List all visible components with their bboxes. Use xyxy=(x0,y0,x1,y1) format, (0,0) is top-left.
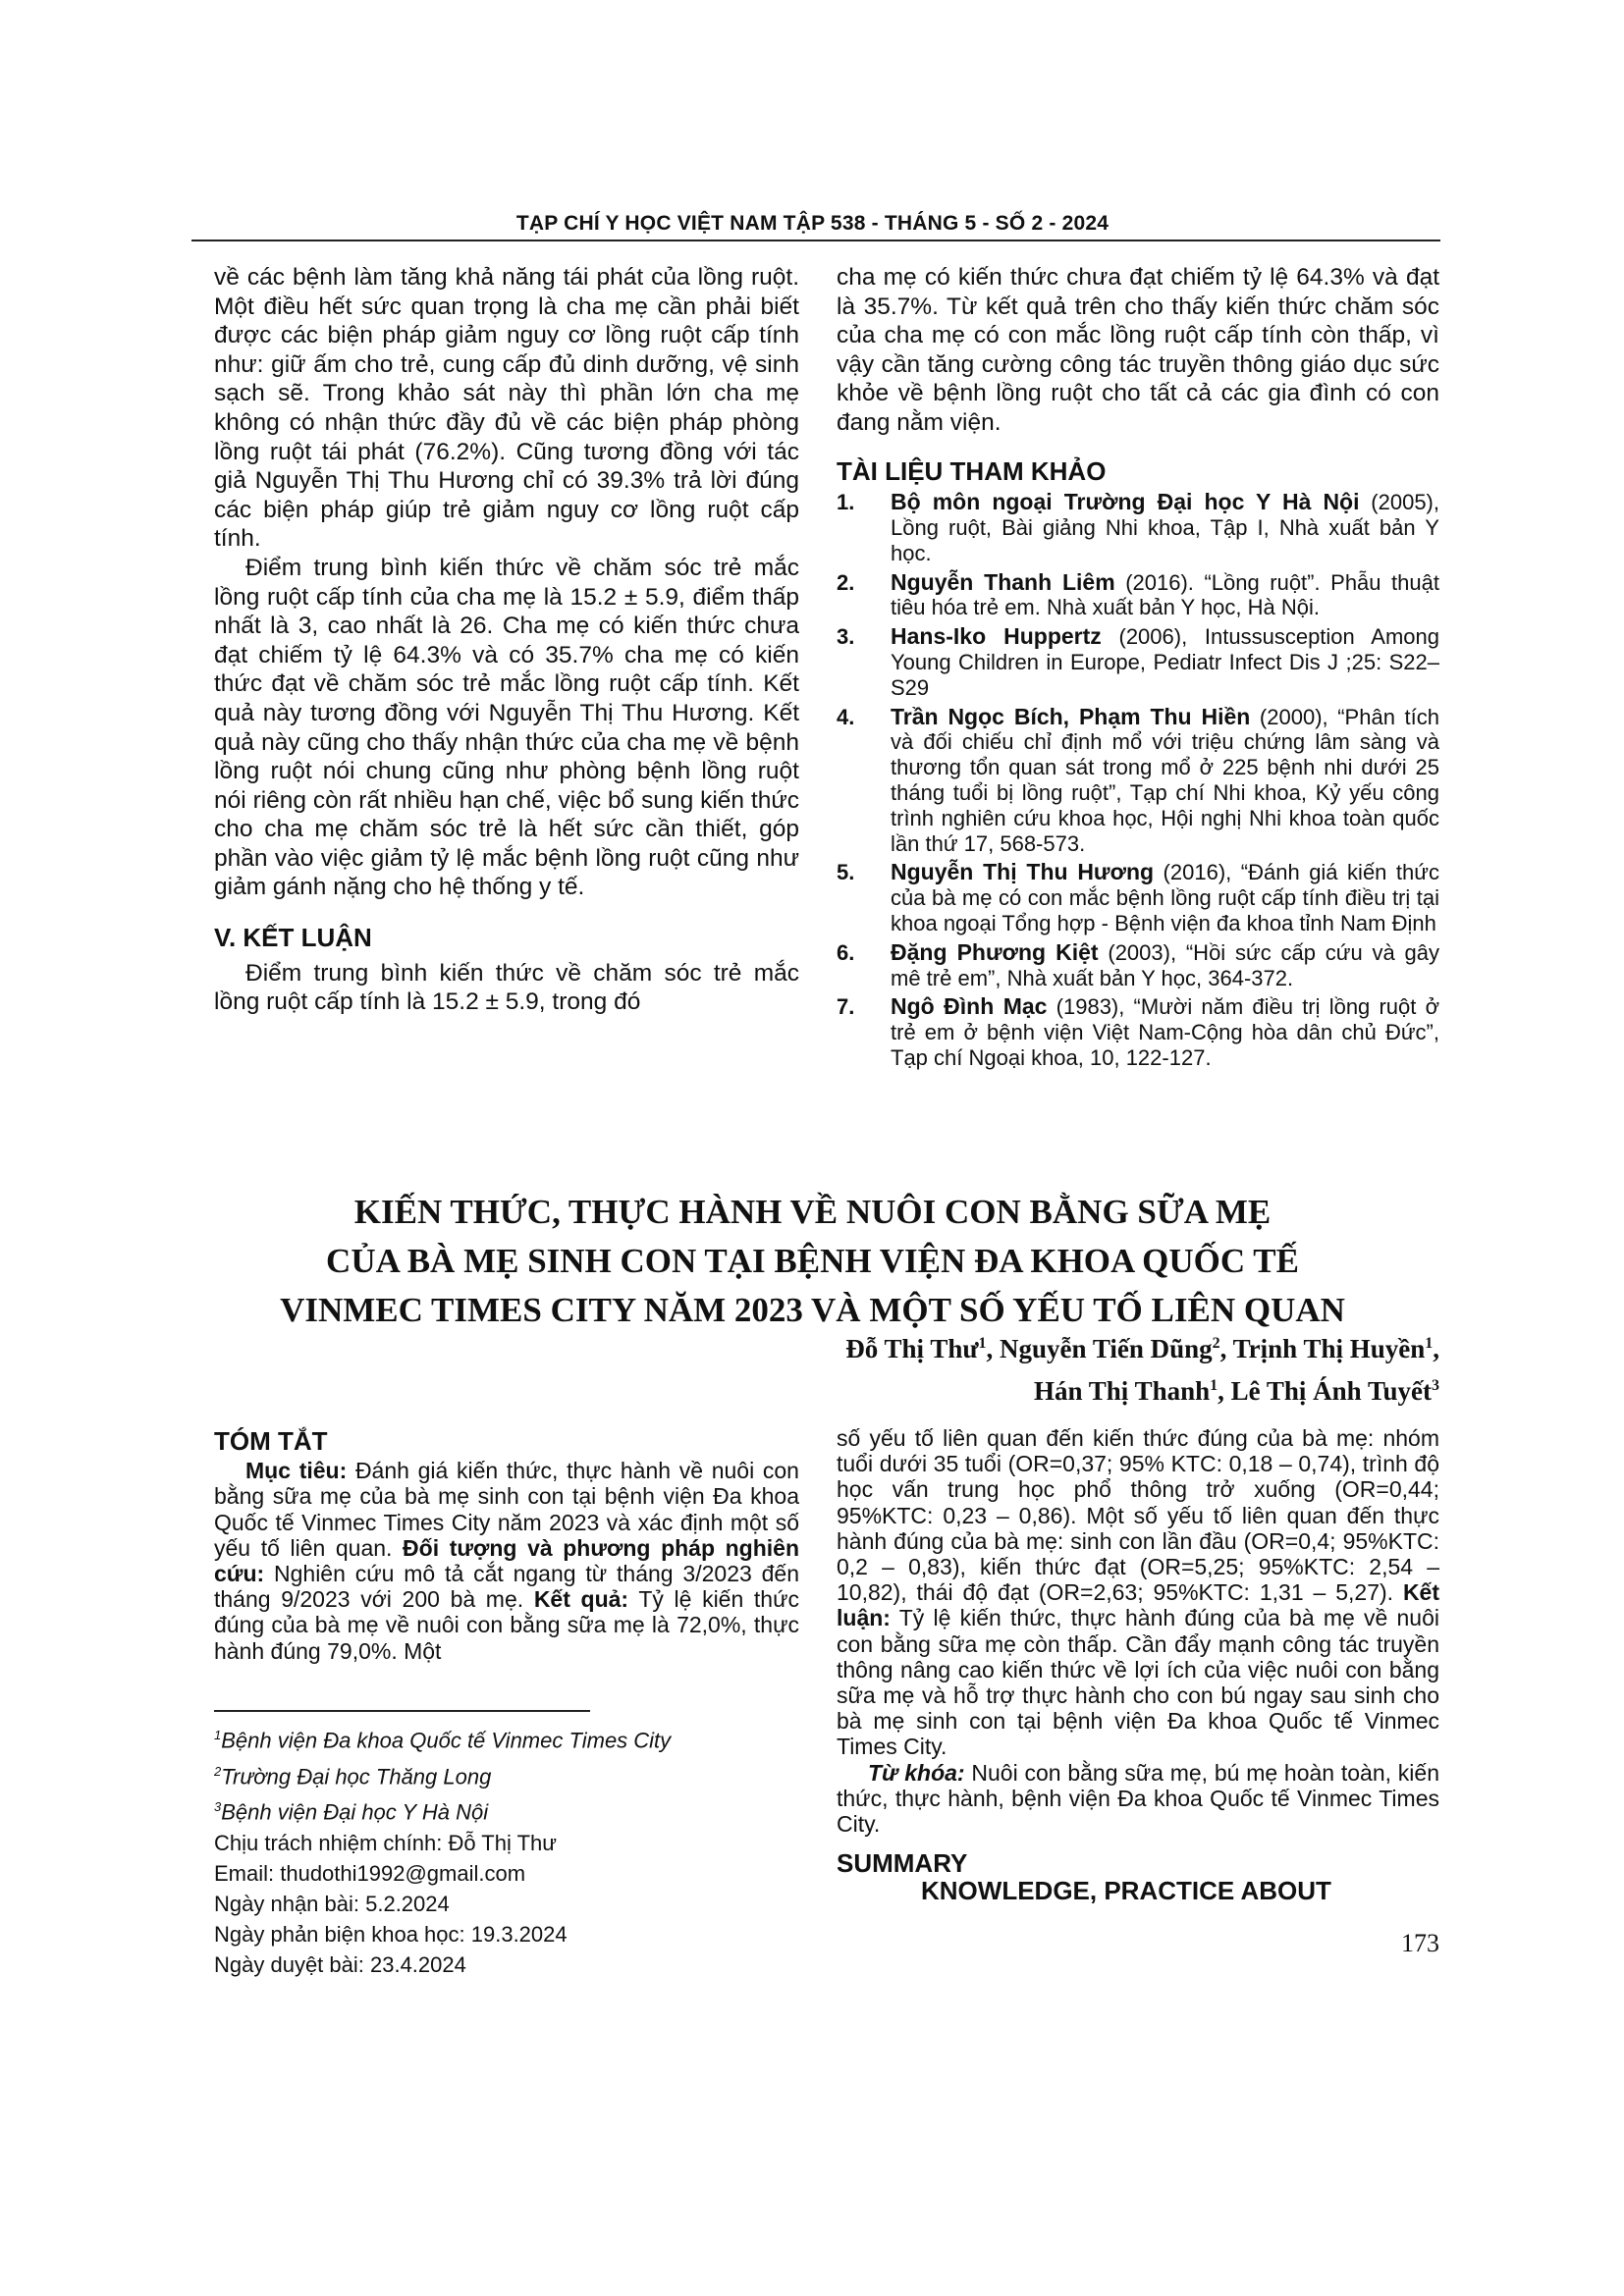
abstract-left-column xyxy=(214,1428,799,1664)
author-line xyxy=(845,1325,1439,1367)
reference-author: Nguyễn Thanh Liêm xyxy=(891,568,1115,595)
reference-number: 3. xyxy=(837,624,855,650)
right-column xyxy=(837,263,1439,1075)
reference-item xyxy=(837,860,1439,935)
author-affiliation: 1 xyxy=(1425,1335,1434,1352)
reference-text: (2006), Intussusception Among Young Children in Europe, Pediatr Infect Dis J ;25: S22–S29 xyxy=(891,624,1439,700)
methods-label: Đối tượng và phương pháp nghiên cứu: xyxy=(214,1534,799,1587)
author-line xyxy=(845,1367,1439,1410)
author-name: Đỗ Thị Thư xyxy=(845,1334,979,1363)
body-paragraph: Điểm trung bình kiến thức về chăm sóc trẻ mắc lồng ruột cấp tính của cha mẹ là 15.2 ± 5.9, điểm thấp nhất là 3, cao nhất là 26. Cha mẹ có kiến thức chưa đạt chiếm tỷ lệ 64.3% và có 35.7% cha mẹ có kiến thức đạt về chăm sóc trẻ mắc lồng ruột cấp tính. Kết quả này tương đồng với Nguyễn Thị Thu Hương. Kết quả này cũng cho thấy nhận thức của cha mẹ về bệnh lồng ruột nói chung cũng như phòng bệnh lồng ruột nói riêng còn rất nhiều hạn chế, việc bổ sung kiến thức cho cha mẹ chăm sóc trẻ là hết sức cần thiết, góp phần vào việc giảm tỷ lệ mắc bệnh lồng ruột cũng như giảm gánh nặng cho hệ thống y tế. xyxy=(214,554,799,901)
email: Email: thudothi1992@gmail.com xyxy=(214,1860,526,1886)
footnote-rule xyxy=(214,1710,590,1712)
running-header: TẠP CHÍ Y HỌC VIỆT NAM TẬP 538 - THÁNG 5 - SỐ 2 - 2024 xyxy=(515,212,1110,235)
reference-author: Ngô Đình Mạc xyxy=(891,993,1048,1020)
reference-text: (2016), “Đánh giá kiến thức của bà mẹ có con mắc bệnh lồng ruột cấp tính điều trị tại khoa ngoại Tổng hợp - Bệnh viện đa khoa tỉnh Nam Định xyxy=(891,860,1439,935)
author-name: Hán Thị Thanh xyxy=(1034,1376,1211,1406)
affiliation-note: $^1$Bệnh viện Đa khoa Quốc tế Vinmec Times City xyxy=(214,1728,672,1753)
summary-heading: SUMMARY xyxy=(837,1848,968,1879)
article-title-line: CỦA BÀ MẸ SINH CON TẠI BỆNH VIỆN ĐA KHOA QUỐC TẾ xyxy=(326,1242,1299,1280)
references-heading: TÀI LIỆU THAM KHẢO xyxy=(837,455,1107,486)
reference-item xyxy=(837,994,1439,1070)
abstract-heading: TÓM TẮT xyxy=(214,1426,328,1456)
keywords-label: Từ khóa: xyxy=(868,1759,965,1786)
reference-number: 7. xyxy=(837,994,855,1020)
author-separator: , xyxy=(1219,1334,1233,1363)
abstract-paragraph xyxy=(837,1425,1439,1760)
reviewed-date: Ngày phản biện khoa học: 19.3.2024 xyxy=(214,1922,568,1948)
affiliation-note: $^3$Bệnh viện Đại học Y Hà Nội xyxy=(214,1799,489,1825)
author-separator: , xyxy=(986,1334,1001,1363)
reference-item xyxy=(837,490,1439,565)
reference-text: (2005), Lồng ruột, Bài giảng Nhi khoa, Tập I, Nhà xuất bản Y học. xyxy=(891,490,1439,565)
conclusion-text: Tỷ lệ kiến thức, thực hành đúng của bà mẹ về nuôi con bằng sữa mẹ còn thấp. Cần đẩy mạnh công tác truyền thông nâng cao kiến thức về lợi ích của việc nuôi con bằng sữa mẹ và hỗ trợ thực hành cho con bú ngay sau sinh cho bà mẹ sinh con tại bệnh viện Đa khoa Quốc tế Vinmec Times City. xyxy=(837,1605,1439,1760)
footnotes xyxy=(214,1720,799,1981)
author-name: Trịnh Thị Huyền xyxy=(1232,1334,1426,1363)
body-paragraph: về các bệnh làm tăng khả năng tái phát của lồng ruột. Một điều hết sức quan trọng là cha mẹ cần phải biết được các biện pháp giảm nguy cơ lồng ruột cấp tính như: giữ ấm cho trẻ, cung cấp đủ dinh dưỡng, vệ sinh sạch sẽ. Trong khảo sát này thì phần lớn cha mẹ không có nhận thức đầy đủ về các biện pháp phòng lồng ruột tái phát (76.2%). Cũng tương đồng với tác giả Nguyễn Thị Thu Hương chỉ có 39.3% trả lời đúng các biện pháp giúp trẻ giảm nguy cơ lồng ruột cấp tính. xyxy=(214,264,799,553)
header-rule xyxy=(191,240,1440,241)
reference-item xyxy=(837,624,1439,700)
section-heading-conclusion: V. KẾT LUẬN xyxy=(214,923,372,953)
article-title-line: KIẾN THỨC, THỰC HÀNH VỀ NUÔI CON BẰNG SỮA MẸ xyxy=(353,1193,1272,1231)
accepted-date: Ngày duyệt bài: 23.4.2024 xyxy=(214,1952,466,1978)
objective-text: Đánh giá kiến thức, thực hành về nuôi con bằng sữa mẹ của bà mẹ sinh con tại bệnh viện Đa khoa Quốc tế Vinmec Times City năm 2023 và xác định một số yếu tố liên quan. xyxy=(214,1458,799,1561)
objective-label: Mục tiêu: xyxy=(245,1458,348,1484)
keywords-paragraph xyxy=(837,1760,1439,1838)
author-separator: , xyxy=(1433,1334,1439,1363)
reference-text: (2016). “Lồng ruột”. Phẫu thuật tiêu hóa trẻ em. Nhà xuất bản Y học, Hà Nội. xyxy=(891,569,1439,620)
author-list xyxy=(845,1325,1439,1410)
conclusion-label: Kết luận: xyxy=(837,1579,1439,1631)
reference-number: 5. xyxy=(837,860,855,885)
abstract-paragraph xyxy=(214,1458,799,1664)
body-paragraph: Điểm trung bình kiến thức về chăm sóc trẻ mắc lồng ruột cấp tính là 15.2 ± 5.9, trong đó xyxy=(214,959,799,1016)
reference-text: (1983), “Mười năm điều trị lồng ruột ở trẻ em ở bệnh viện Việt Nam-Cộng hòa dân chủ Đức”, Tạp chí Ngoại khoa, 10, 122-127. xyxy=(891,994,1439,1070)
reference-author: Đặng Phương Kiệt xyxy=(891,938,1099,965)
reference-author: Nguyễn Thị Thu Hương xyxy=(891,859,1155,885)
author-affiliation: 1 xyxy=(1210,1377,1218,1394)
reference-list xyxy=(837,490,1439,1071)
results-text: số yếu tố liên quan đến kiến thức đúng của bà mẹ: nhóm tuổi dưới 35 tuổi (OR=0,37; 95% KTC: 0,18 – 0,74), trình độ học vấn trung học phổ thông trở xuống (OR=0,44; 95%KTC: 0,23 – 0,86). Một số yếu tố liên quan đến thực hành đúng của bà mẹ: sinh con lần đầu (OR=0,4; 95%KTC: 0,2 – 0,83), kiến thức đạt (OR=5,25; 95%KTC: 2,54 – 10,82), thái độ đạt (OR=2,63; 95%KTC: 1,31 – 5,27). xyxy=(837,1425,1439,1606)
author-affiliation: 3 xyxy=(1432,1377,1439,1394)
reference-author: Hans-Iko Huppertz xyxy=(891,623,1102,650)
left-column xyxy=(214,263,799,1017)
keywords-text: Nuôi con bằng sữa mẹ, bú mẹ hoàn toàn, kiến thức, thực hành, bệnh viện Đa khoa Quốc tế Vinmec Times City. xyxy=(837,1759,1440,1838)
reference-item xyxy=(837,940,1439,991)
reference-text: (2000), “Phân tích và đối chiếu chỉ định mổ với triệu chứng lâm sàng và thương tổn quan sát trong mổ ở 225 bệnh nhi dưới 25 tháng tuổi bị lồng ruột”, Tạp chí Nhi khoa, Kỷ yếu công trình nghiên cứu khoa học, Hội nghị Nhi khoa toàn quốc lần thứ 17, 568-573. xyxy=(891,704,1440,856)
reference-number: 1. xyxy=(837,490,855,515)
reference-number: 4. xyxy=(837,704,855,729)
methods-text: Nghiên cứu mô tả cắt ngang từ tháng 3/2023 đến tháng 9/2023 với 200 bà mẹ. xyxy=(214,1561,799,1613)
affiliation-note: $^2$Trường Đại học Thăng Long xyxy=(214,1763,492,1789)
results-text: Tỷ lệ kiến thức đúng của bà mẹ về nuôi con bằng sữa mẹ là 72,0%, thực hành đúng 79,0%. Một xyxy=(214,1586,799,1664)
author-name: Lê Thị Ánh Tuyết xyxy=(1230,1376,1432,1406)
reference-text: (2003), “Hồi sức cấp cứu và gây mê trẻ em”, Nhà xuất bản Y học, 364-372. xyxy=(891,939,1439,990)
author-affiliation: 2 xyxy=(1212,1335,1220,1352)
reference-author: Trần Ngọc Bích, Phạm Thu Hiền xyxy=(891,703,1251,729)
article-title xyxy=(191,1188,1434,1335)
reference-item xyxy=(837,570,1439,621)
reference-number: 2. xyxy=(837,569,855,595)
corresponding-author: Chịu trách nhiệm chính: Đỗ Thị Thư xyxy=(214,1830,557,1855)
author-separator: , xyxy=(1218,1376,1231,1406)
author-name: Nguyễn Tiến Dũng xyxy=(1000,1334,1213,1363)
author-affiliation: 1 xyxy=(978,1335,987,1352)
reference-item xyxy=(837,705,1439,857)
summary-subtitle: KNOWLEDGE, PRACTICE ABOUT xyxy=(921,1876,1331,1906)
results-label: Kết quả: xyxy=(533,1586,629,1613)
article-title-line: VINMEC TIMES CITY NĂM 2023 VÀ MỘT SỐ YẾU TỐ LIÊN QUAN xyxy=(280,1291,1345,1329)
reference-number: 6. xyxy=(837,939,855,965)
abstract-right-column xyxy=(837,1425,1439,1904)
body-paragraph: cha mẹ có kiến thức chưa đạt chiếm tỷ lệ 64.3% và đạt là 35.7%. Từ kết quả trên cho thấy kiến thức chăm sóc của cha mẹ có con mắc lồng ruột cấp tính còn thấp, vì vậy cần tăng cường công tác truyền thông giáo dục sức khỏe về bệnh lồng ruột cho tất cả các gia đình có con đang nằm viện. xyxy=(837,264,1439,436)
reference-author: Bộ môn ngoại Trường Đại học Y Hà Nội xyxy=(891,489,1360,515)
received-date: Ngày nhận bài: 5.2.2024 xyxy=(214,1892,450,1916)
page-number: 173 xyxy=(1401,1929,1439,1957)
